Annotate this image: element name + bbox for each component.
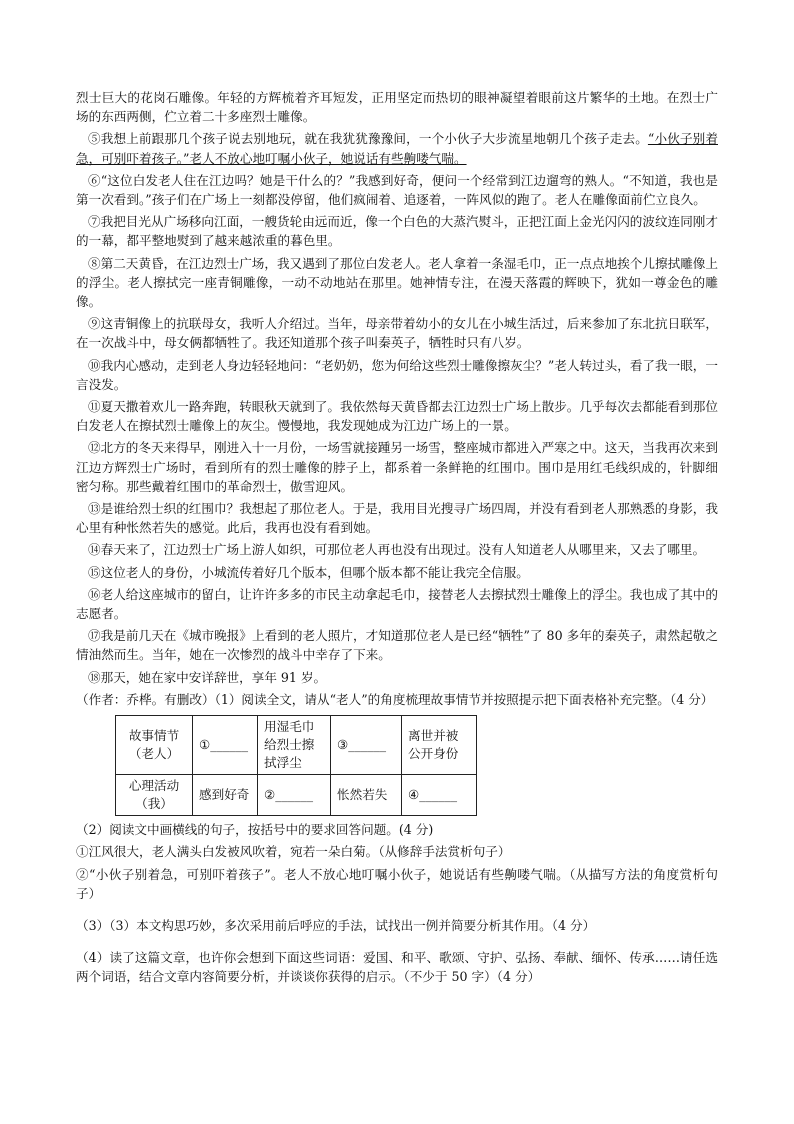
paragraph-12: ⑫北方的冬天来得早，刚进入十一月份，一场雪就接踵另一场雪，整座城市都进入严寒之中。这天，当我再次来到江边方辉烈士广场时，看到所有的烈士雕像的脖子上，都系着一条鲜艳的红围巾。围巾是用红毛线织成的，针脚细密匀称。那些戴着红围巾的革命烈士，傲雪迎风。	[76, 440, 718, 494]
table-cell-blank-1: ①______	[193, 716, 258, 775]
table-cell: 离世并被公开身份	[402, 716, 477, 775]
paragraph-7: ⑦我把目光从广场移向江面，一艘货轮由远而近，像一个白色的大蒸汽熨斗，正把江面上金光闪闪的波纹连同刚才的一幕，都平整地熨到了越来越浓重的暮色里。	[76, 214, 718, 249]
paragraph-17: ⑰我是前几天在《城市晚报》上看到的老人照片，才知道那位老人是已经“牺牲”了 80 多年的秦英子，肃然起敬之情油然而生。当年，她在一次惨烈的战斗中幸存了下来。	[76, 628, 718, 663]
paragraph-18: ⑱那天，她在家中安详辞世，享年 91 岁。	[88, 669, 327, 685]
question-4: （4）读了这篇文章，也许你会想到下面这些词语：爱国、和平、歌颂、守护、弘扬、奉献、缅怀、传承……请任选两个词语，结合文章内容简要分析，并谈谈你获得的启示。（不少于 50 字）（4 分）	[76, 950, 718, 985]
paragraph-11: ⑪夏天撒着欢儿一路奔跑，转眼秋天就到了。我依然每天黄昏都去江边烈士广场上散步。几乎每次去都能看到那位白发老人在擦拭烈士雕像上的灰尘。慢慢地，我发现她成为江边广场上的一景。	[76, 399, 718, 434]
question-1-intro: （作者：乔桦。有删改）（1）阅读全文，请从“老人”的角度梳理故事情节并按照提示把下面表格补充完整。（4 分）	[76, 691, 714, 707]
paragraph-6: ⑥“这位白发老人住在江边吗？她是干什么的？”我感到好奇，便问一个经常到江边遛弯的熟人。“不知道，我也是第一次看到。”孩子们在广场上一刻都没停留，他们疯闹着、追逐着，一阵风似的跑了。老人在雕像面前伫立良久。	[76, 172, 718, 208]
table-cell-blank-4: ④______	[402, 775, 477, 816]
question-3: （3）（3）本文构思巧妙，多次采用前后呼应的手法，试找出一例并简要分析其作用。（4 分）	[76, 917, 596, 933]
paragraph-5-text: ⑤我想上前跟那几个孩子说去别地玩，就在我犹犹豫豫间，一个小伙子大步流星地朝几个孩子走去。	[88, 131, 648, 147]
plot-table	[115, 715, 477, 816]
table-cell: 用湿毛巾给烈士擦拭浮尘	[258, 716, 331, 775]
paragraph-9: ⑨这青铜像上的抗联母女，我听人介绍过。当年，母亲带着幼小的女儿在小城生活过，后来参加了东北抗日联军，在一次战斗中，母女俩都牺牲了。我还知道那个孩子叫秦英子，牺牲时只有八岁。	[76, 316, 718, 351]
table-cell-blank-3: ③______	[331, 716, 402, 775]
question-2-intro: （2）阅读文中画横线的句子，按括号中的要求回答问题。(4 分)	[76, 822, 434, 838]
table-cell: 心理活动（我）	[116, 775, 193, 816]
paragraph-13: ⑬是谁给烈士织的红围巾？我想起了那位老人。于是，我用目光搜寻广场四周，并没有看到老人那熟悉的身影，我心里有种怅然若失的感觉。此后，我再也没有看到她。	[76, 501, 718, 536]
table-cell: 怅然若失	[331, 775, 402, 816]
question-2-item-2: ②“小伙子别着急，可别吓着孩子”。老人不放心地叮嘱小伙子，她说话有些齁喽气喘。（从描写方法的角度赏析句子）	[76, 866, 718, 901]
document-page	[76, 88, 718, 990]
table-cell-blank-2: ②______	[258, 775, 331, 816]
paragraph-16: ⑯老人给这座城市的留白，让许许多多的市民主动拿起毛巾，接替老人去擦拭烈士雕像上的浮尘。我也成了其中的志愿者。	[76, 586, 718, 622]
underlined-sentence: “小伙子别着急，可别吓着孩子。”老人不放心地叮嘱小伙子，她说话有些齁喽气喘。	[76, 131, 718, 166]
paragraph-5	[76, 129, 718, 167]
question-2-item-1: ①江风很大，老人满头白发被风吹着，宛若一朵白菊。（从修辞手法赏析句子）	[76, 844, 511, 860]
paragraph-intro: 烈士巨大的花岗石雕像。年轻的方辉梳着齐耳短发，正用坚定而热切的眼神凝望着眼前这片繁华的土地。在烈士广场的东西两侧，伫立着二十多座烈士雕像。	[76, 90, 718, 125]
table-cell: 故事情节（老人）	[116, 716, 193, 775]
paragraph-15: ⑮这位老人的身份，小城流传着好几个版本，但哪个版本都不能让我完全信服。	[88, 564, 529, 580]
table-row	[116, 716, 477, 775]
table-cell: 感到好奇	[193, 775, 258, 816]
paragraph-10: ⑩我内心感动，走到老人身边轻轻地问：“老奶奶，您为何给这些烈士雕像擦灰尘？”老人转过头，看了我一眼，一言没发。	[76, 357, 718, 392]
paragraph-8: ⑧第二天黄昏，在江边烈士广场，我又遇到了那位白发老人。老人拿着一条湿毛巾，正一点点地挨个儿擦拭雕像上的浮尘。老人擦拭完一座青铜雕像，一动不动地站在那里。她神情专注，在漫天落霞的辉映下，犹如一尊金色的雕像。	[76, 255, 718, 310]
table-row	[116, 775, 477, 816]
paragraph-14: ⑭春天来了，江边烈士广场上游人如织，可那位老人再也没有出现过。没有人知道老人从哪里来，又去了哪里。	[88, 542, 706, 558]
